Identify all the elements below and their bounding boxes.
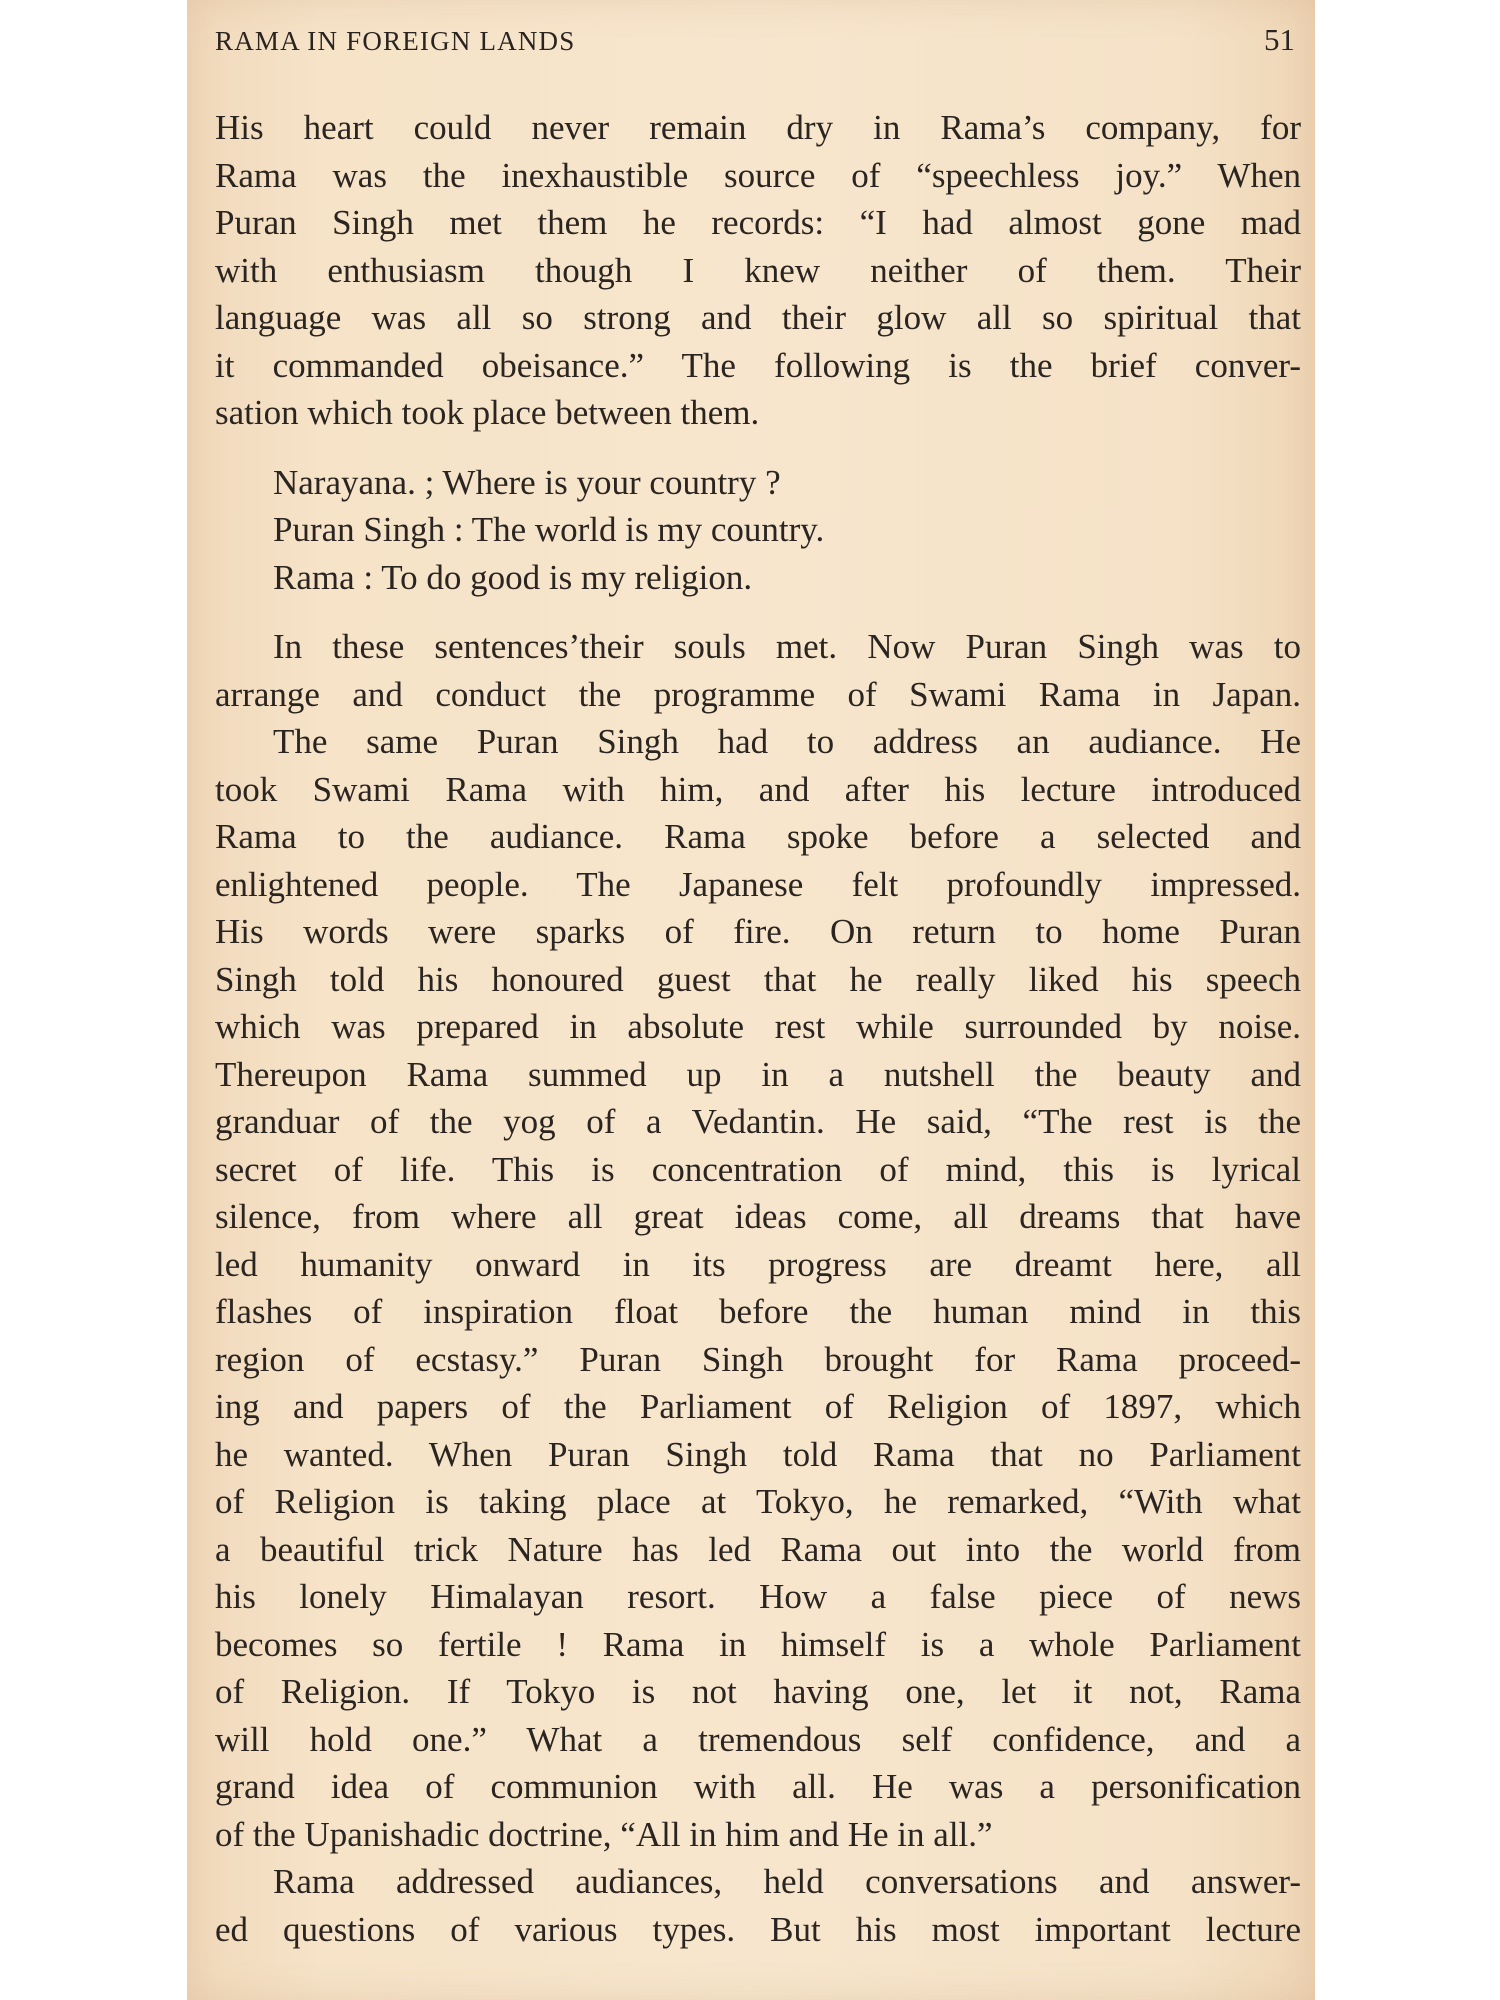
dialogue-block [215, 459, 1301, 602]
text-line: flashes of inspiration float before the human mind in this [215, 1292, 1301, 1331]
text-line: His heart could never remain dry in Rama’s company, for [215, 108, 1301, 147]
running-head [215, 22, 1295, 62]
text-line: His words were sparks of fire. On return to home Puran [215, 912, 1301, 951]
dialogue-line-rama: Rama : To do good is my religion. [273, 557, 753, 597]
text-line: Puran Singh met them he records: “I had almost gone mad [215, 203, 1301, 242]
text-line: Rama to the audiance. Rama spoke before a selected and [215, 817, 1301, 856]
text-line: of the Upanishadic doctrine, “All in him and He in all.” [215, 1814, 993, 1854]
text-line: Thereupon Rama summed up in a nutshell the beauty and [215, 1054, 1301, 1094]
paragraph-4 [215, 1858, 1301, 1953]
text-line: granduar of the yog of a Vedantin. He said, “The rest is the [215, 1102, 1301, 1141]
text-line: will hold one.” What a tremendous self confidence, and a [215, 1719, 1301, 1759]
text-line: a beautiful trick Nature has led Rama out into the world from [215, 1529, 1301, 1569]
text-line: of Religion. If Tokyo is not having one, let it not, Rama [215, 1672, 1301, 1711]
text-line: becomes so fertile ! Rama in himself is a whole Parliament [215, 1624, 1301, 1664]
dialogue-line-puran-singh: Puran Singh : The world is my country. [273, 510, 825, 549]
paragraph-gap [215, 601, 1301, 623]
text-line: led humanity onward in its progress are dreamt here, all [215, 1244, 1301, 1284]
body-text [215, 104, 1301, 1953]
text-line: ed questions of various types. But his most important lecture [215, 1909, 1301, 1949]
text-line: his lonely Himalayan resort. How a false piece of news [215, 1577, 1301, 1616]
text-line: it commanded obeisance.” The following is the brief conver- [215, 345, 1301, 385]
text-line: arrange and conduct the programme of Swami Rama in Japan. [215, 674, 1301, 714]
paragraph-3 [215, 718, 1301, 1858]
text-line: sation which took place between them. [215, 393, 760, 432]
text-line: with enthusiasm though I knew neither of them. Their [215, 250, 1301, 290]
text-line: In these sentences’their souls met. Now Puran Singh was to [273, 627, 1301, 666]
dialogue-line-narayana: Narayana. ; Where is your country ? [273, 462, 781, 502]
text-line: region of ecstasy.” Puran Singh brought for Rama proceed- [215, 1339, 1301, 1379]
text-line: of Religion is taking place at Tokyo, he remarked, “With what [215, 1482, 1301, 1521]
text-line: took Swami Rama with him, and after his lecture introduced [215, 769, 1301, 809]
text-line: The same Puran Singh had to address an audiance. He [273, 722, 1301, 761]
text-line: which was prepared in absolute rest while surrounded by noise. [215, 1007, 1301, 1046]
text-line: Rama addressed audiances, held conversations and answer- [273, 1862, 1301, 1901]
page-number: 51 [1264, 22, 1295, 57]
text-line: Singh told his honoured guest that he really liked his speech [215, 959, 1301, 999]
text-line: silence, from where all great ideas come, all dreams that have [215, 1197, 1301, 1236]
chapter-title: RAMA IN FOREIGN LANDS [215, 26, 576, 56]
text-line: grand idea of communion with all. He was a personification [215, 1767, 1301, 1806]
paragraph-1 [215, 104, 1301, 437]
paragraph-2 [215, 623, 1301, 718]
text-line: Rama was the inexhaustible source of “speechless joy.” When [215, 155, 1301, 195]
text-line: language was all so strong and their glow all so spiritual that [215, 298, 1301, 337]
text-line: ing and papers of the Parliament of Religion of 1897, which [215, 1387, 1301, 1426]
text-line: enlightened people. The Japanese felt profoundly impressed. [215, 864, 1301, 904]
book-page [187, 0, 1315, 2000]
text-line: secret of life. This is concentration of mind, this is lyrical [215, 1149, 1301, 1189]
text-line: he wanted. When Puran Singh told Rama that no Parliament [215, 1434, 1301, 1474]
paragraph-gap [215, 437, 1301, 459]
